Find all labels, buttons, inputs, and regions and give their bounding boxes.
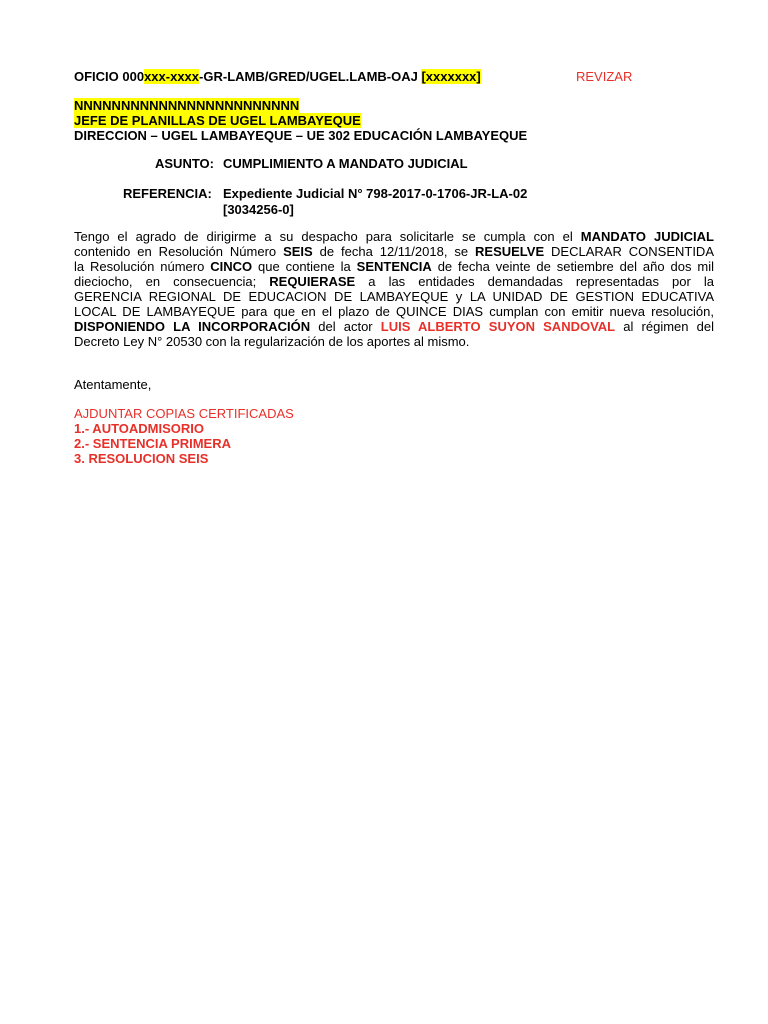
body-text: DECLARAR CONSENTIDA	[544, 244, 714, 259]
body-bold: SEIS	[283, 244, 313, 259]
asunto-value: CUMPLIMIENTO A MANDATO JUDICIAL	[223, 156, 468, 171]
addressee-name	[74, 98, 299, 113]
oficio-suffix: -GR-LAMB/GRED/UGEL.LAMB-OAJ	[199, 69, 422, 84]
body-line-6: LOCAL DE LAMBAYEQUE para que en el plazo de QUINCE DIAS cumplan con emitir nueva resolución,	[74, 304, 714, 319]
referencia-label: REFERENCIA:	[123, 186, 212, 201]
body-text: Tengo el agrado de dirigirme a su despacho para solicitarle se cumpla con el	[74, 229, 581, 244]
actor-name: LUIS ALBERTO SUYON SANDOVAL	[380, 319, 616, 334]
body-line-8: Decreto Ley N° 20530 con la regularización de los aportes al mismo.	[74, 334, 470, 349]
body-text: del actor	[310, 319, 381, 334]
body-text: a las entidades demandadas representadas por la	[355, 274, 714, 289]
body-line-5: GERENCIA REGIONAL DE EDUCACION DE LAMBAYEQUE y LA UNIDAD DE GESTION EDUCATIVA	[74, 289, 714, 304]
body-bold: CINCO	[210, 259, 253, 274]
body-line-4	[74, 274, 714, 289]
oficio-number	[74, 69, 481, 84]
review-note: REVIZAR	[576, 69, 633, 84]
oficio-prefix: OFICIO 000	[74, 69, 145, 84]
body-line-1	[74, 229, 714, 244]
oficio-placeholder: xxx-xxxx	[144, 69, 200, 84]
addressee-name-text: NNNNNNNNNNNNNNNNNNNNNNNN	[74, 98, 300, 113]
body-text: de fecha 12/11/2018, se	[312, 244, 476, 259]
attachments-title: AJDUNTAR COPIAS CERTIFICADAS	[74, 406, 294, 421]
attachment-item-2: 2.- SENTENCIA PRIMERA	[74, 436, 231, 451]
attachment-item-1: 1.- AUTOADMISORIO	[74, 421, 205, 436]
body-bold: SENTENCIA	[356, 259, 432, 274]
referencia-line1: Expediente Judicial N° 798-2017-0-1706-JR-LA-02	[223, 186, 528, 201]
body-text: de fecha veinte de setiembre del año dos mil	[431, 259, 714, 274]
body-bold: MANDATO JUDICIAL	[580, 229, 714, 244]
body-bold: RESUELVE	[475, 244, 545, 259]
body-line-3	[74, 259, 714, 274]
referencia-line2: [3034256-0]	[223, 202, 294, 217]
body-text: dieciocho, en consecuencia;	[74, 274, 270, 289]
body-bold: DISPONIENDO LA INCORPORACIÓN	[74, 319, 311, 334]
addressee-office: DIRECCION – UGEL LAMBAYEQUE – UE 302 EDUCACIÓN LAMBAYEQUE	[74, 128, 528, 143]
body-text: la Resolución número	[74, 259, 211, 274]
body-line-7	[74, 319, 714, 334]
addressee-position-text: JEFE DE PLANILLAS DE UGEL LAMBAYEQUE	[74, 113, 361, 128]
body-text: contenido en Resolución Número	[74, 244, 284, 259]
body-text: al régimen del	[615, 319, 714, 334]
body-bold: REQUIERASE	[269, 274, 356, 289]
closing: Atentamente,	[74, 377, 152, 392]
body-text: que contiene la	[252, 259, 357, 274]
oficio-bracket: [xxxxxxx]	[421, 69, 481, 84]
body-line-2	[74, 244, 714, 259]
asunto-label: ASUNTO:	[155, 156, 214, 171]
body-paragraph	[74, 229, 714, 349]
addressee-position	[74, 113, 361, 128]
attachment-item-3: 3. RESOLUCION SEIS	[74, 451, 209, 466]
